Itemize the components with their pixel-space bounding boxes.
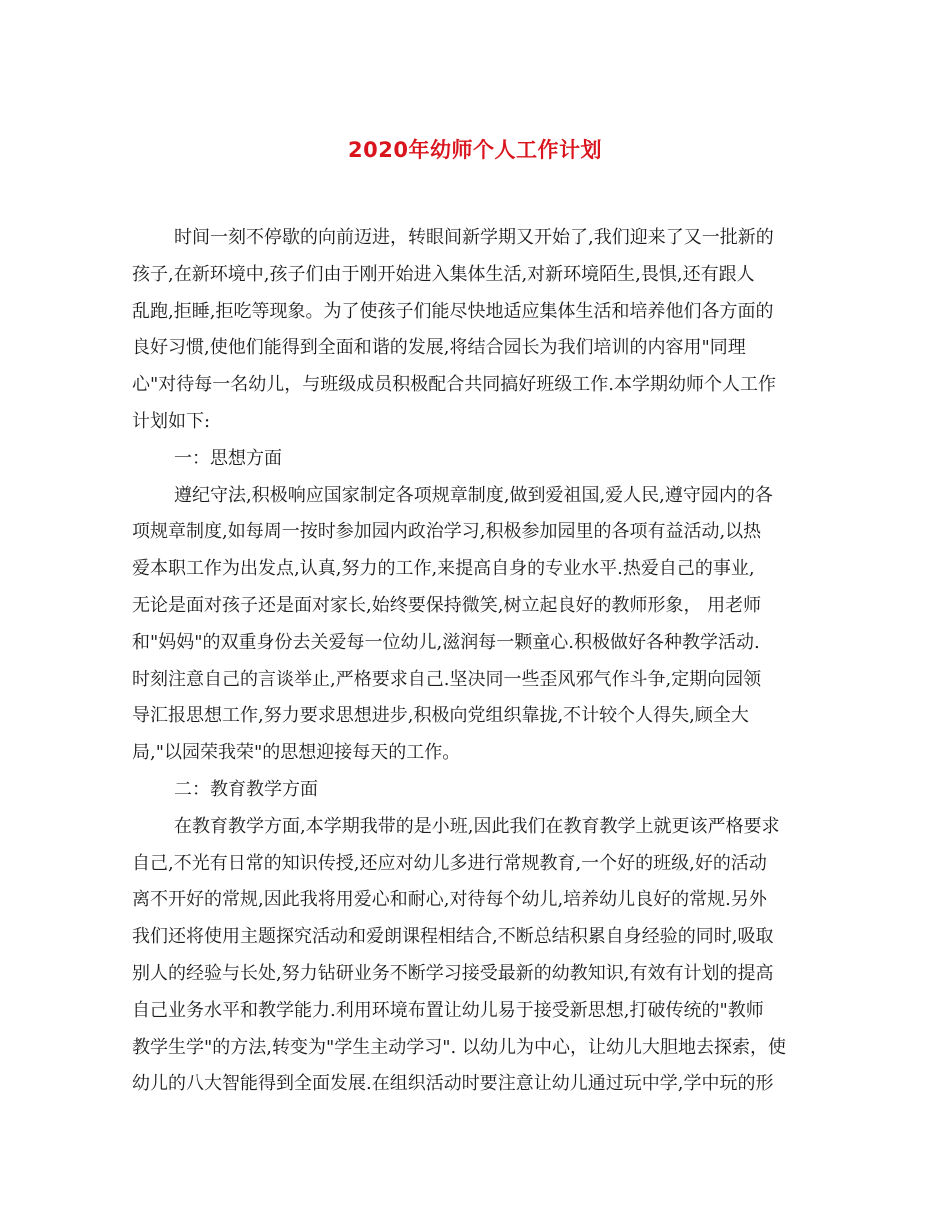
text-line: 幼儿的八大智能得到全面发展.在组织活动时要注意让幼儿通过玩中学,学中玩的形	[132, 1073, 774, 1095]
text-line: 一：思想方面	[174, 447, 282, 469]
document-body	[132, 220, 822, 1103]
text-line: 孩子,在新环境中,孩子们由于刚开始进入集体生活,对新环境陌生,畏惧,还有跟人	[132, 263, 755, 285]
text-line: 教学生学"的方法,转变为"学生主动学习". 以幼儿为中心，让幼儿大胆地去探索，使	[132, 1036, 786, 1058]
text-line: 导汇报思想工作,努力要求思想进步,积极向党组织靠拢,不计较个人得失,顾全大	[132, 705, 749, 727]
text-line: 我们还将使用主题探究活动和爱朗课程相结合,不断总结积累自身经验的同时,吸取	[132, 926, 774, 948]
text-line: 和"妈妈"的双重身份去关爱每一位幼儿,滋润每一颗童心.积极做好各种教学活动.	[132, 631, 760, 653]
text-line: 自己,不光有日常的知识传授,还应对幼儿多进行常规教育,一个好的班级,好的活动	[132, 852, 767, 874]
text-line: 乱跑,拒睡,拒吃等现象。为了使孩子们能尽快地适应集体生活和培养他们各方面的	[132, 300, 774, 322]
text-line: 别人的经验与长处,努力钻研业务不断学习接受最新的幼教知识,有效有计划的提高	[132, 962, 774, 984]
text-line: 良好习惯,使他们能得到全面和谐的发展,将结合园长为我们培训的内容用"同理	[132, 337, 746, 359]
text-line: 自己业务水平和教学能力.利用环境布置让幼儿易于接受新思想,打破传统的"教师	[132, 999, 764, 1021]
text-line: 局,"以园荣我荣"的思想迎接每天的工作。	[132, 742, 461, 764]
text-line: 无论是面对孩子还是面对家长,始终要保持微笑,树立起良好的教师形象， 用老师	[132, 594, 762, 616]
text-line: 时刻注意自己的言谈举止,严格要求自己.坚决同一些歪风邪气作斗争,定期向园领	[132, 668, 762, 690]
text-line: 离不开好的常规,因此我将用爱心和耐心,对待每个幼儿,培养幼儿良好的常规.另外	[132, 889, 767, 911]
text-line: 项规章制度,如每周一按时参加园内政治学习,积极参加园里的各项有益活动,以热	[132, 521, 762, 543]
text-line: 时间一刻不停歇的向前迈进，转眼间新学期又开始了,我们迎来了又一批新的	[174, 227, 774, 248]
text-line: 计划如下:	[132, 410, 211, 432]
text-line: 心"对待每一名幼儿，与班级成员积极配合共同搞好班级工作.本学期幼师个人工作	[132, 374, 776, 396]
document-title: 2020年幼师个人工作计划	[348, 138, 602, 162]
text-line: 二：教育教学方面	[174, 778, 318, 800]
text-line: 爱本职工作为出发点,认真,努力的工作,来提高自身的专业水平.热爱自己的事业,	[132, 558, 755, 580]
text-line: 在教育教学方面,本学期我带的是小班,因此我们在教育教学上就更该严格要求	[174, 815, 780, 837]
text-line: 遵纪守法,积极响应国家制定各项规章制度,做到爱祖国,爱人民,遵守园内的各	[174, 484, 773, 506]
